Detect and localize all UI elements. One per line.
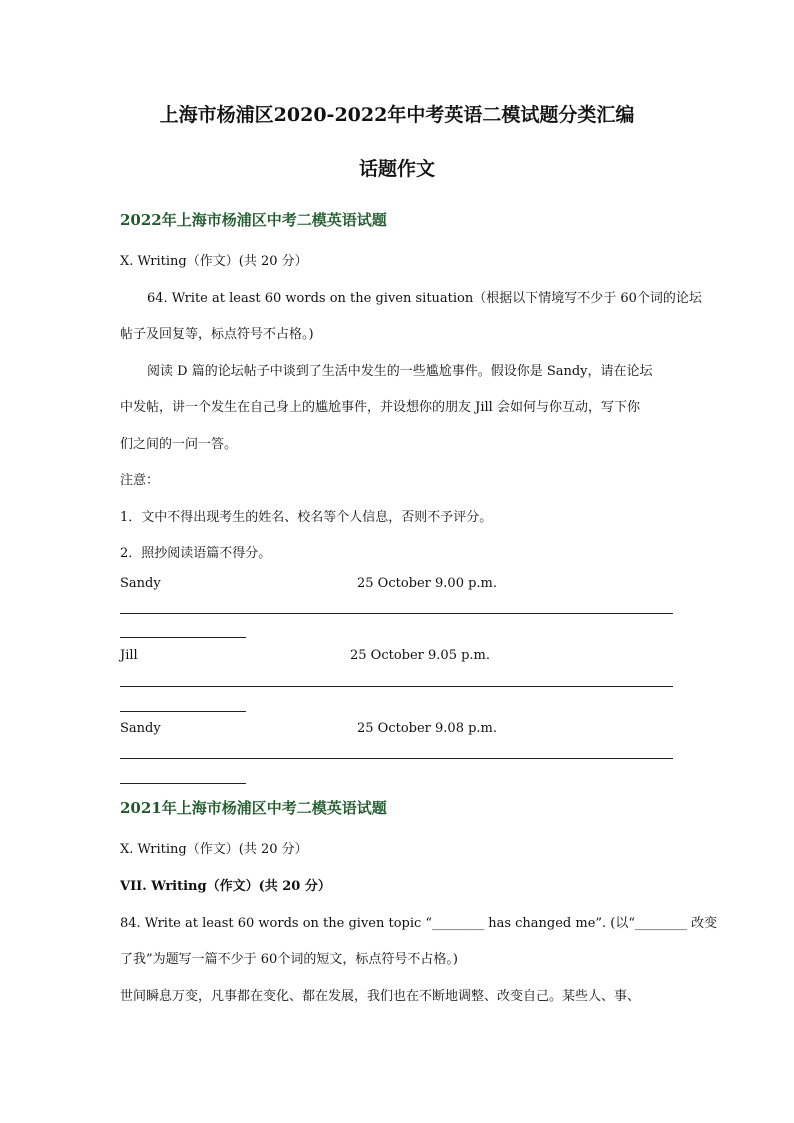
- post-author: Jill: [120, 648, 138, 663]
- answer-line-short: [120, 637, 246, 638]
- note-item-1: 1．文中不得出现考生的姓名、校名等个人信息，否则不予评分。: [120, 510, 493, 525]
- paragraph-line-3: 们之间的一问一答。: [120, 437, 238, 452]
- answer-line-short: [120, 711, 246, 712]
- part-label-2021: X. Writing（作文）(共 20 分）: [120, 842, 308, 857]
- answer-line: [120, 613, 673, 614]
- answer-line: [120, 686, 673, 687]
- post-time: 25 October 9.08 p.m.: [357, 721, 498, 736]
- post-time: 25 October 9.00 p.m.: [357, 576, 498, 591]
- document-title: 上海市杨浦区2020-2022年中考英语二模试题分类汇编: [159, 104, 635, 126]
- section-heading-2021: 2021年上海市杨浦区中考二模英语试题: [120, 799, 387, 817]
- note-label: 注意：: [120, 473, 160, 488]
- document-subtitle: 话题作文: [358, 158, 435, 180]
- topic-task-line-2: 了我”为题写一篇不少于 60个词的短文，标点符号不占格。): [120, 952, 458, 967]
- post-author: Sandy: [120, 721, 161, 736]
- answer-line-short: [120, 783, 246, 784]
- topic-task-line-1: 84. Write at least 60 words on the given topic “________ has changed me”. (以“________ 改变: [120, 916, 718, 931]
- part-label-2021-bold: VII. Writing（作文）(共 20 分）: [120, 879, 331, 894]
- answer-line: [120, 758, 673, 759]
- section-heading-2022: 2022年上海市杨浦区中考二模英语试题: [120, 211, 387, 229]
- task-text-line-1: 64. Write at least 60 words on the given situation（根据以下情境写不少于 60个词的论坛: [147, 291, 702, 306]
- task-text-line-2: 帖子及回复等，标点符号不占格。): [120, 327, 314, 342]
- post-author: Sandy: [120, 576, 161, 591]
- topic-paragraph-line-1: 世间瞬息万变，凡事都在变化、都在发展，我们也在不断地调整、改变自己。某些人、事、: [120, 989, 641, 1004]
- paragraph-line-2: 中发帖，讲一个发生在自己身上的尴尬事件，并设想你的朋友 Jill 会如何与你互动，写下你: [120, 400, 640, 415]
- paragraph-line-1: 阅读 D 篇的论坛帖子中谈到了生活中发生的一些尴尬事件。假设你是 Sandy，请在论坛: [147, 364, 653, 379]
- post-time: 25 October 9.05 p.m.: [350, 648, 491, 663]
- part-label-2022: X. Writing（作文）(共 20 分）: [120, 254, 308, 269]
- note-item-2: 2．照抄阅读语篇不得分。: [120, 546, 272, 561]
